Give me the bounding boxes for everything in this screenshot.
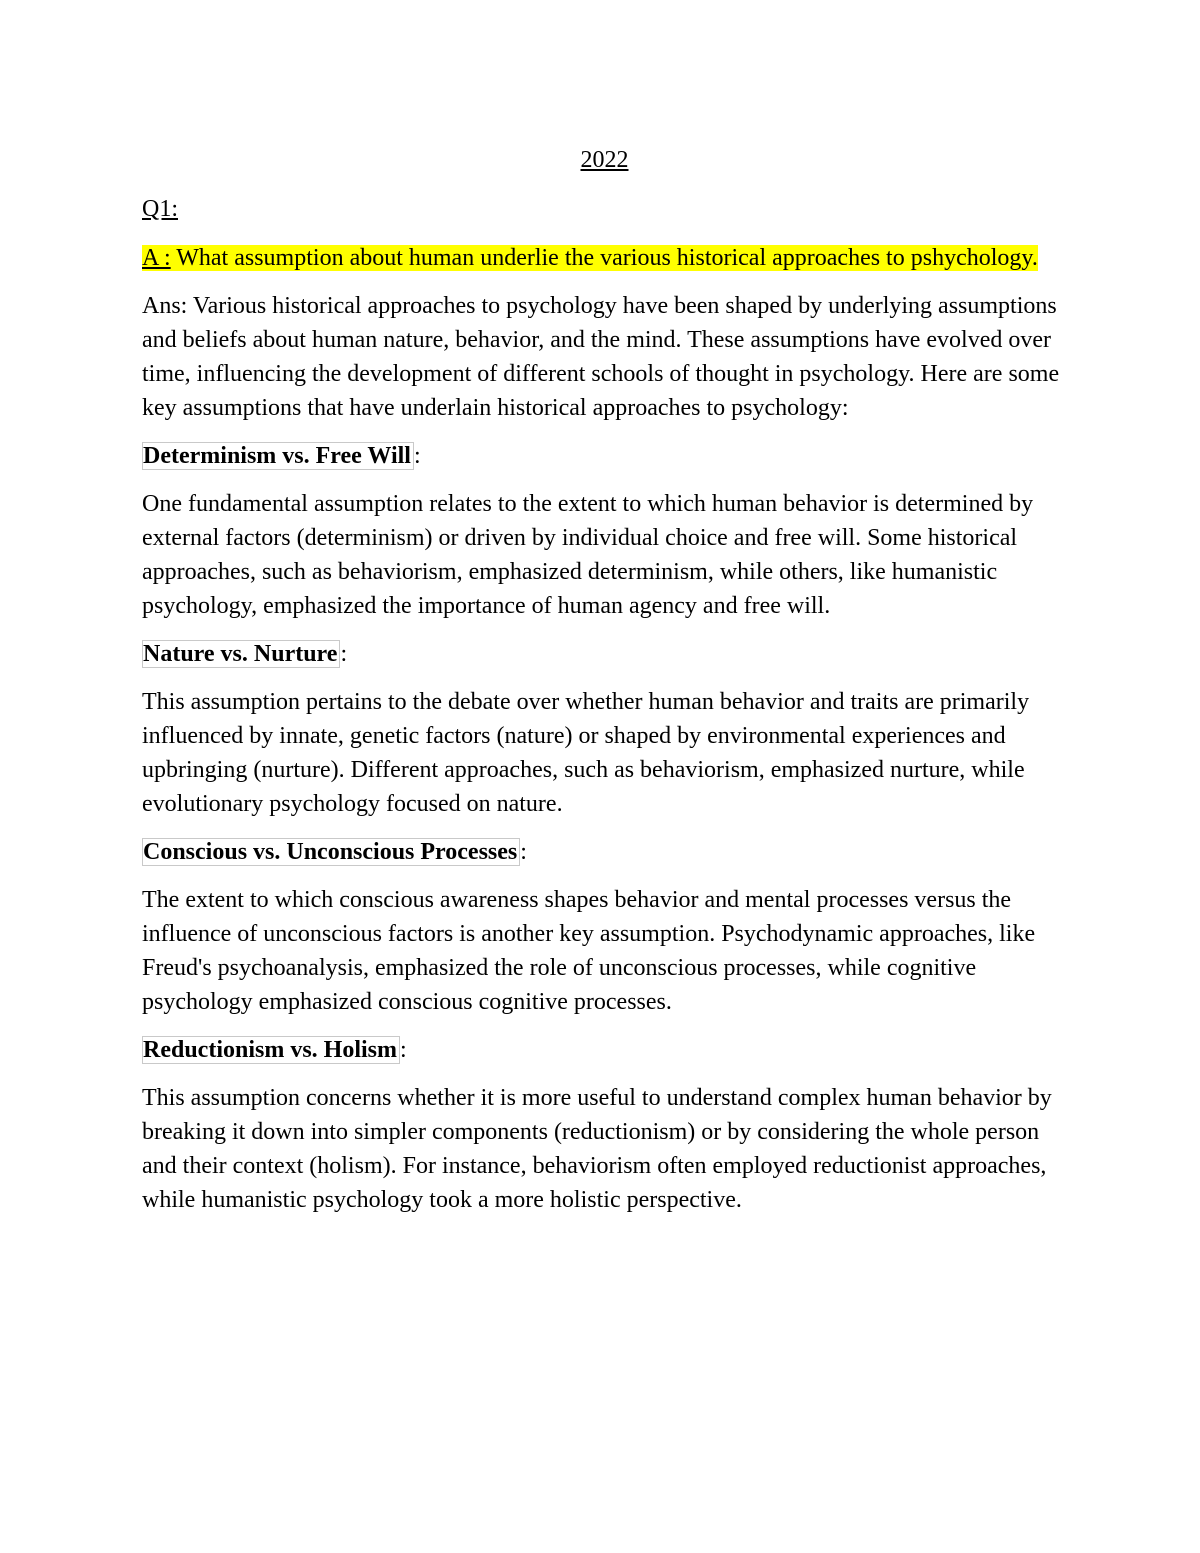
document-content — [142, 143, 1067, 1231]
section-body-determinism: One fundamental assumption relates to the extent to which human behavior is determined by external factors (determinism) or driven by individual choice and free will. Some historical approaches, such as behaviorism, emphasized determinism, while others, like humanistic psychology, emphasized the importance of human agency and free will. — [142, 491, 1034, 619]
section-heading-label: Reductionism vs. Holism — [142, 1036, 400, 1064]
section-heading-label: Conscious vs. Unconscious Processes — [142, 838, 520, 866]
document-year: 2022 — [580, 147, 629, 173]
question-highlight — [142, 245, 1038, 271]
question-text: What assumption about human underlie the various historical approaches to pshychology. — [170, 245, 1038, 271]
section-heading-suffix: : — [400, 1037, 407, 1063]
section-heading-determinism — [142, 439, 1067, 473]
question-label: Q1: — [142, 196, 178, 222]
section-heading-suffix: : — [413, 443, 421, 469]
question — [142, 241, 1067, 275]
section-heading-suffix: : — [340, 641, 348, 667]
section-heading-label: Nature vs. Nurture — [142, 640, 340, 668]
section-body-nature: This assumption pertains to the debate over whether human behavior and traits are primarily influenced by innate, genetic factors (nature) or shaped by environmental experiences and upbringing (nurture). Different approaches, such as behaviorism, emphasized nurture, while evolutionary psychology focused on nature. — [142, 689, 1030, 817]
section-body-reductionism: This assumption concerns whether it is more useful to understand complex human behavior by breaking it down into simpler components (reductionism) or by considering the whole person and their context (holism). For instance, behaviorism often employed reductionist approaches, while humanistic psychology took a more holistic perspective. — [142, 1085, 1052, 1213]
section-heading-conscious — [142, 835, 1067, 869]
section-body-conscious: The extent to which conscious awareness shapes behavior and mental processes versus the influence of unconscious factors is another key assumption. Psychodynamic approaches, like Freud's psychoanalysis, emphasized the role of unconscious processes, while cognitive psychology emphasized conscious cognitive processes. — [142, 887, 1036, 1015]
section-heading-reductionism — [142, 1033, 1067, 1067]
section-heading-nature — [142, 637, 1067, 671]
answer-intro: Ans: Various historical approaches to psychology have been shaped by underlying assumptions and beliefs about human nature, behavior, and the mind. These assumptions have evolved over time, influencing the development of different schools of thought in psychology. Here are some key assumptions that have underlain historical approaches to psychology: — [142, 293, 1060, 421]
section-heading-suffix: : — [520, 839, 527, 865]
question-prefix: A : — [142, 245, 171, 271]
section-heading-label: Determinism vs. Free Will — [142, 442, 414, 470]
